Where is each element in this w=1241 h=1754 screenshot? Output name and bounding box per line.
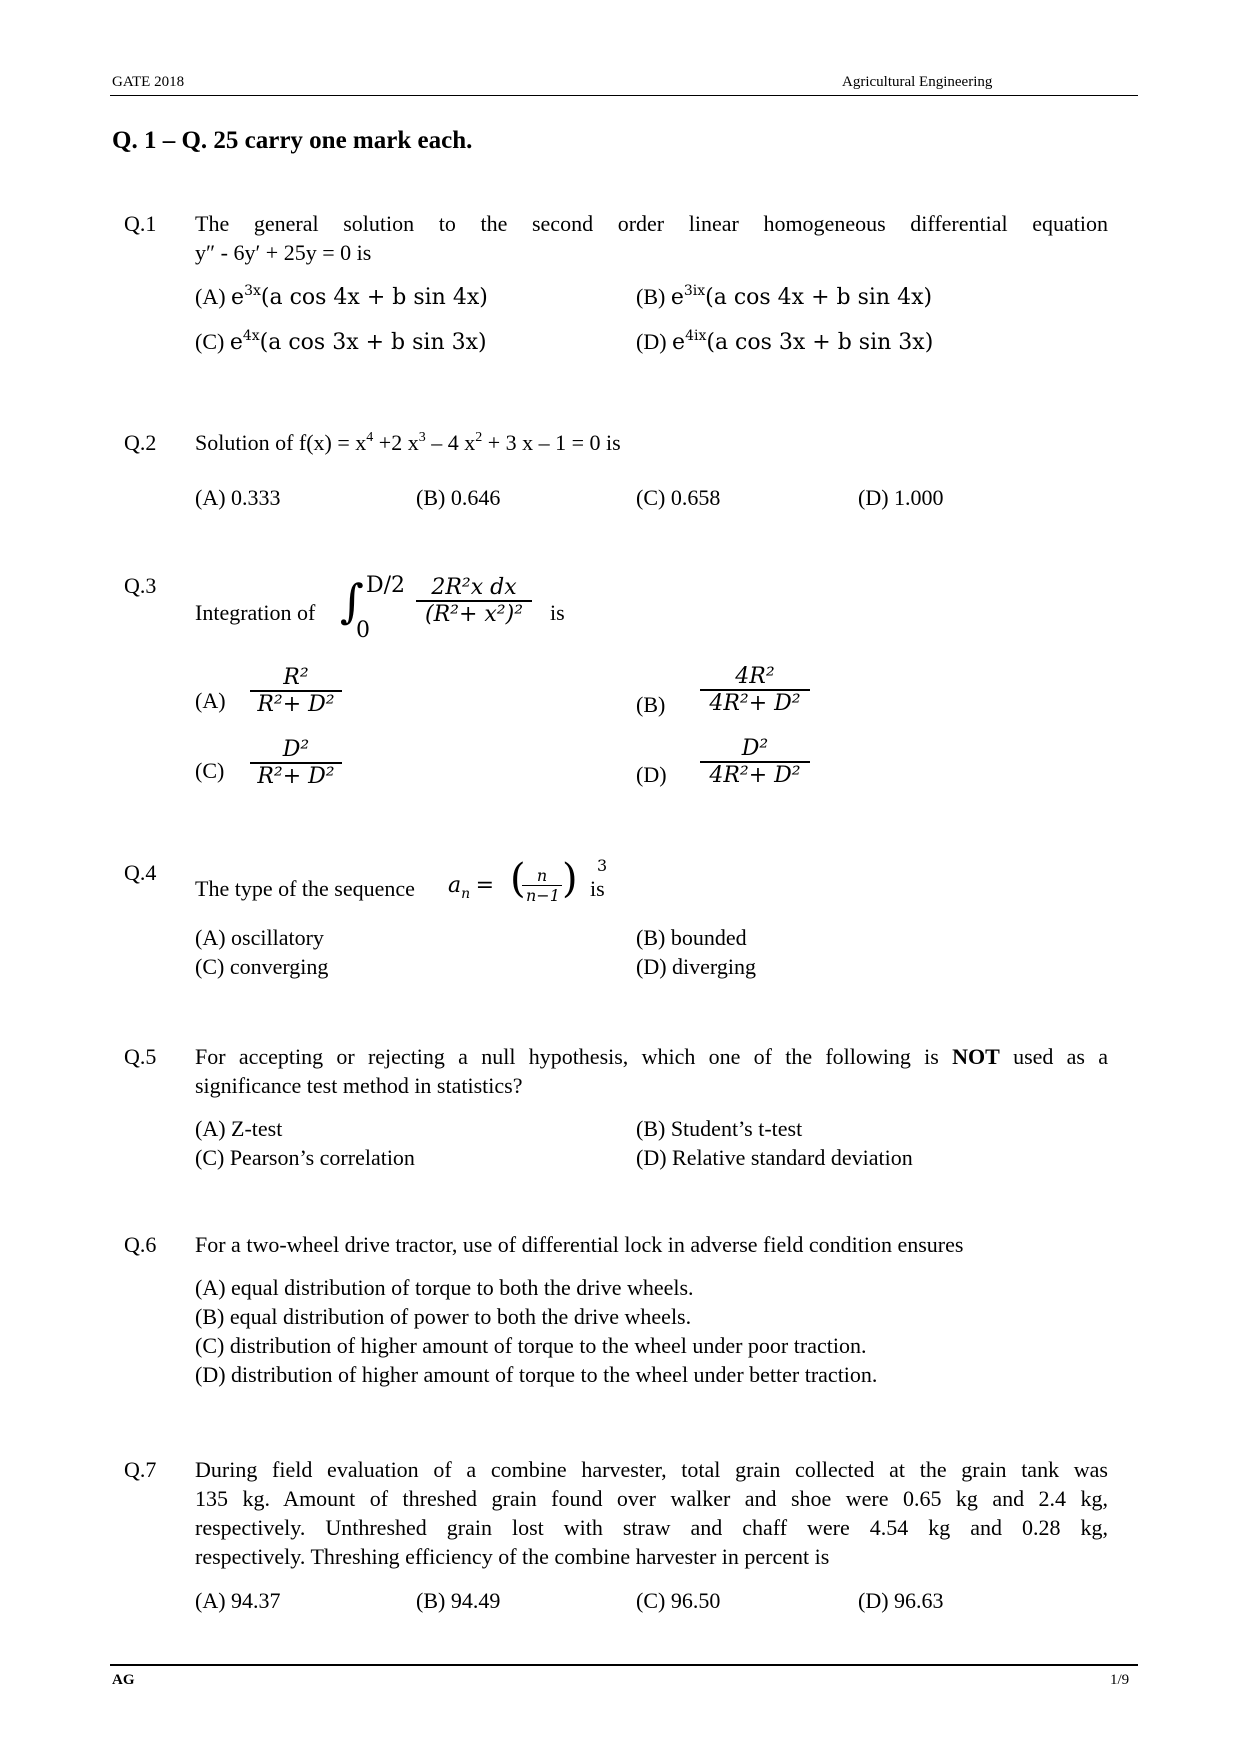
- question-text: The general solution to the second order linear homogeneous differential equation: [195, 211, 1108, 236]
- option-d[interactable]: (D) diverging: [636, 954, 756, 979]
- option-a[interactable]: (A) 94.37: [195, 1588, 281, 1613]
- option-a[interactable]: (A) equal distribution of torque to both the drive wheels.: [195, 1275, 694, 1300]
- option-a[interactable]: (A) 0.333: [195, 485, 281, 510]
- question-number: Q.7: [124, 1457, 157, 1482]
- footer-left: AG: [112, 1672, 135, 1688]
- header-rule: [110, 95, 1138, 96]
- question-text-pre: Integration of: [195, 600, 316, 625]
- question-text: For a two-wheel drive tractor, use of differential lock in adverse field condition ensures: [195, 1232, 964, 1257]
- option-b[interactable]: (B) $e^{3ix}(a$ cos 4x + b sin 4x): [636, 283, 933, 310]
- option-d[interactable]: (D): [636, 762, 667, 787]
- option-b[interactable]: (B): [636, 692, 666, 717]
- question-text-line1: During field evaluation of a combine harvester, total grain collected at the grain tank was: [195, 1457, 1108, 1482]
- paren-close: ): [562, 856, 578, 902]
- sequence-expression: $a_n$ =: [448, 873, 495, 902]
- option-c[interactable]: (C) converging: [195, 954, 329, 979]
- option-b[interactable]: (B) 94.49: [416, 1588, 501, 1613]
- not-emphasis: NOT: [952, 1044, 1000, 1069]
- option-d-fraction: $\frac{\text{D²}}{\text{4R²+ D²}}$: [700, 736, 810, 788]
- sequence-fraction: $\frac{n}{n-1}$: [522, 866, 562, 905]
- option-b[interactable]: (B) bounded: [636, 925, 747, 950]
- integral-sign: ∫: [340, 574, 364, 628]
- question-text: Solution of $f(x) = x^4 +2$ $x^3 - 4$ $x^2 + 3$ x – 1 = 0 is: [195, 430, 621, 455]
- integrand-numerator: 2R²x dx: [431, 575, 517, 600]
- paren-open: (: [510, 856, 526, 902]
- question-text-line2: 135 kg. Amount of threshed grain found over walker and shoe were 0.65 kg and 2.4 kg,: [195, 1486, 1108, 1511]
- integrand-denominator: (R²+ x²)²: [416, 600, 532, 627]
- option-c-fraction: $\frac{\text{D²}}{\text{R²+ D²}}$: [250, 737, 342, 789]
- question-text-line3: respectively. Unthreshed grain lost with straw and chaff were 4.54 kg and 0.28 kg,: [195, 1515, 1108, 1540]
- option-d[interactable]: (D) distribution of higher amount of torque to the wheel under better traction.: [195, 1362, 878, 1387]
- question-text: For accepting or rejecting a null hypothesis, which one of the following is NOT used as a: [195, 1044, 1109, 1069]
- option-c[interactable]: (C) 96.50: [636, 1588, 721, 1613]
- option-c[interactable]: (C) distribution of higher amount of torque to the wheel under poor traction.: [195, 1333, 867, 1358]
- question-text-line2: y″ - 6y′ + 25y = 0 is: [195, 240, 372, 265]
- option-a[interactable]: (A): [195, 688, 226, 713]
- page-number: 1/9: [1110, 1672, 1130, 1688]
- header-left: GATE 2018: [112, 74, 185, 90]
- lower-limit: 0: [356, 618, 370, 643]
- option-a-fraction: $\frac{\text{R²}}{\text{R²+ D²}}$: [250, 665, 342, 717]
- option-b[interactable]: (B) 0.646: [416, 485, 501, 510]
- question-text-post: is: [590, 876, 605, 901]
- footer-rule: [110, 1664, 1138, 1666]
- option-c[interactable]: (C): [195, 758, 225, 783]
- option-d[interactable]: (D) Relative standard deviation: [636, 1145, 913, 1170]
- option-d[interactable]: (D) 1.000: [858, 485, 944, 510]
- option-d[interactable]: (D) 96.63: [858, 1588, 944, 1613]
- header-right: Agricultural Engineering: [842, 74, 993, 90]
- option-d[interactable]: (D) $e^{4ix}(a$ cos 3x + b sin 3x): [636, 328, 934, 355]
- question-number: Q.3: [124, 573, 157, 598]
- question-text-line2: significance test method in statistics?: [195, 1073, 523, 1098]
- section-title: Q. 1 – Q. 25 carry one mark each.: [112, 127, 473, 154]
- question-number: Q.6: [124, 1232, 157, 1257]
- question-number: Q.5: [124, 1044, 157, 1069]
- integrand: [416, 575, 532, 627]
- question-text-line4: respectively. Threshing efficiency of the combine harvester in percent is: [195, 1544, 830, 1569]
- question-text-pre: The type of the sequence: [195, 876, 415, 901]
- question-number: Q.2: [124, 430, 157, 455]
- option-a[interactable]: (A) oscillatory: [195, 925, 324, 950]
- question-number: Q.4: [124, 860, 157, 885]
- option-a[interactable]: (A) Z-test: [195, 1116, 283, 1141]
- option-c[interactable]: (C) Pearson’s correlation: [195, 1145, 415, 1170]
- option-c[interactable]: (C) 0.658: [636, 485, 721, 510]
- option-c[interactable]: (C) $e^{4x}(a$ cos 3x + b sin 3x): [195, 328, 487, 355]
- option-b[interactable]: (B) Student’s t-test: [636, 1116, 803, 1141]
- sequence-power: 3: [597, 856, 608, 875]
- option-b-fraction: $\frac{\text{4R²}}{\text{4R²+ D²}}$: [700, 664, 810, 716]
- upper-limit: D/2: [366, 573, 406, 598]
- option-b[interactable]: (B) equal distribution of power to both the drive wheels.: [195, 1304, 692, 1329]
- question-text-post: is: [550, 600, 565, 625]
- question-number: Q.1: [124, 211, 157, 236]
- option-a[interactable]: (A) $e^{3x}(a$ cos 4x + b sin 4x): [195, 283, 488, 310]
